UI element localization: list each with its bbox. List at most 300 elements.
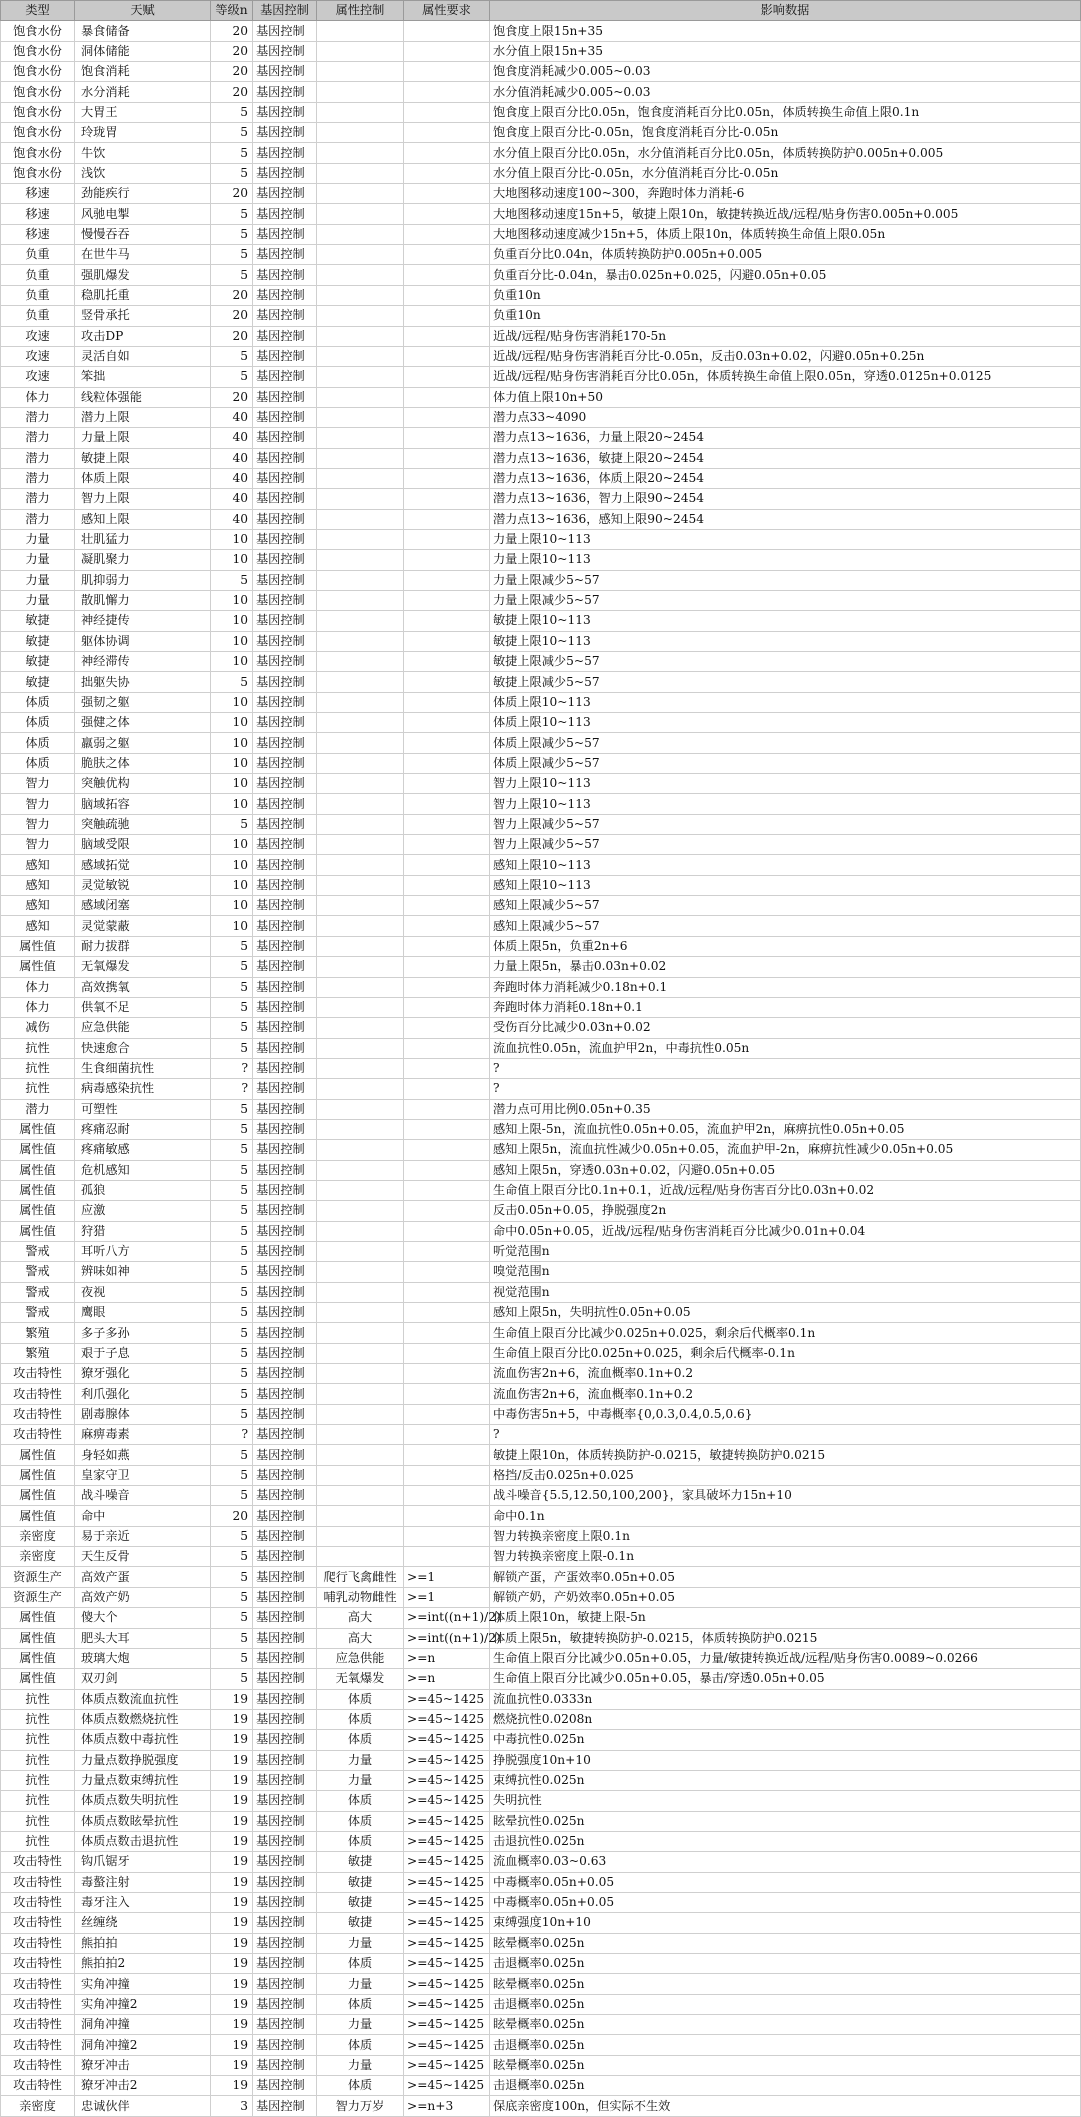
cell-attr-control (317, 204, 404, 224)
cell-gene-control: 基因控制 (253, 163, 317, 183)
cell-gene-control: 基因控制 (253, 1058, 317, 1078)
cell-attr-control (317, 997, 404, 1017)
cell-talent: 多子多孙 (75, 1323, 211, 1343)
cell-attr-control (317, 1323, 404, 1343)
cell-type: 属性值 (1, 936, 75, 956)
cell-effect-data: 眩晕抗性0.025n (490, 1811, 1081, 1831)
cell-type: 力量 (1, 550, 75, 570)
cell-gene-control: 基因控制 (253, 1018, 317, 1038)
cell-talent: 潜力上限 (75, 407, 211, 427)
cell-effect-data: 流血概率0.03~0.63 (490, 1852, 1081, 1872)
cell-effect-data: 格挡/反击0.025n+0.025 (490, 1465, 1081, 1485)
cell-gene-control: 基因控制 (253, 1160, 317, 1180)
cell-level: 19 (211, 1994, 253, 2014)
cell-level: 5 (211, 1364, 253, 1384)
cell-gene-control: 基因控制 (253, 1425, 317, 1445)
table-row (1, 1974, 1081, 1994)
cell-attr-control (317, 224, 404, 244)
cell-attr-requirement: >=45~1425 (404, 2055, 490, 2075)
cell-attr-control (317, 285, 404, 305)
cell-level: 5 (211, 143, 253, 163)
cell-attr-control (317, 509, 404, 529)
table-row (1, 1303, 1081, 1323)
cell-effect-data: 敏捷上限10n，体质转换防护-0.0215，敏捷转换防护0.0215 (490, 1445, 1081, 1465)
cell-talent: 高效携氧 (75, 977, 211, 997)
cell-type: 抗性 (1, 1079, 75, 1099)
cell-type: 敏捷 (1, 611, 75, 631)
table-row (1, 184, 1081, 204)
cell-effect-data: 体质上限5n，敏捷转换防护-0.0215，体质转换防护0.0215 (490, 1628, 1081, 1648)
cell-level: 19 (211, 1791, 253, 1811)
table-row (1, 855, 1081, 875)
cell-gene-control: 基因控制 (253, 1791, 317, 1811)
table-row (1, 306, 1081, 326)
cell-attr-requirement: >=45~1425 (404, 1811, 490, 1831)
cell-attr-control (317, 1282, 404, 1302)
cell-talent: 肥头大耳 (75, 1628, 211, 1648)
cell-attr-control (317, 163, 404, 183)
cell-level: 20 (211, 82, 253, 102)
cell-type: 减伤 (1, 1018, 75, 1038)
cell-level: 5 (211, 957, 253, 977)
table-row (1, 692, 1081, 712)
cell-level: 19 (211, 1811, 253, 1831)
cell-talent: 体质点数中毒抗性 (75, 1730, 211, 1750)
cell-type: 繁殖 (1, 1323, 75, 1343)
cell-attr-control (317, 835, 404, 855)
cell-attr-control (317, 916, 404, 936)
cell-type: 资源生产 (1, 1567, 75, 1587)
table-row (1, 977, 1081, 997)
table-row (1, 713, 1081, 733)
table-row (1, 1608, 1081, 1628)
cell-effect-data: ? (490, 1058, 1081, 1078)
cell-type: 力量 (1, 590, 75, 610)
cell-effect-data: 饱食度消耗减少0.005~0.03 (490, 62, 1081, 82)
cell-talent: 力量上限 (75, 428, 211, 448)
cell-level: 10 (211, 611, 253, 631)
cell-attr-control (317, 102, 404, 122)
cell-gene-control: 基因控制 (253, 1180, 317, 1200)
cell-effect-data: 眩晕概率0.025n (490, 2015, 1081, 2035)
cell-talent: 体质点数流血抗性 (75, 1689, 211, 1709)
cell-level: 20 (211, 41, 253, 61)
cell-effect-data: 潜力点13~1636，智力上限90~2454 (490, 489, 1081, 509)
cell-level: 5 (211, 1567, 253, 1587)
cell-attr-control (317, 367, 404, 387)
cell-gene-control: 基因控制 (253, 1323, 317, 1343)
cell-gene-control: 基因控制 (253, 1770, 317, 1790)
cell-attr-control (317, 245, 404, 265)
cell-attr-requirement: >=45~1425 (404, 1872, 490, 1892)
cell-attr-control (317, 1180, 404, 1200)
cell-attr-control (317, 1221, 404, 1241)
table-row (1, 1831, 1081, 1851)
cell-gene-control: 基因控制 (253, 468, 317, 488)
table-row (1, 1709, 1081, 1729)
cell-type: 潜力 (1, 448, 75, 468)
header-attr-control: 属性控制 (317, 1, 404, 21)
cell-gene-control: 基因控制 (253, 1303, 317, 1323)
cell-level: 5 (211, 1648, 253, 1668)
table-row (1, 1750, 1081, 1770)
cell-effect-data: 力量上限5n，暴击0.03n+0.02 (490, 957, 1081, 977)
cell-attr-requirement (404, 1343, 490, 1363)
cell-talent: 洞角冲撞 (75, 2015, 211, 2035)
cell-effect-data: 近战/远程/贴身伤害消耗170-5n (490, 326, 1081, 346)
cell-type: 体质 (1, 692, 75, 712)
cell-effect-data: 力量上限10~113 (490, 529, 1081, 549)
cell-effect-data: 饱食度上限百分比-0.05n，饱食度消耗百分比-0.05n (490, 123, 1081, 143)
cell-attr-requirement (404, 346, 490, 366)
cell-attr-requirement (404, 468, 490, 488)
cell-effect-data: 负重百分比0.04n，体质转换防护0.005n+0.005 (490, 245, 1081, 265)
table-row (1, 1119, 1081, 1139)
cell-level: 5 (211, 1282, 253, 1302)
cell-talent: 脑域拓容 (75, 794, 211, 814)
cell-gene-control: 基因控制 (253, 224, 317, 244)
cell-type: 攻击特性 (1, 1892, 75, 1912)
table-row (1, 916, 1081, 936)
cell-attr-control (317, 652, 404, 672)
cell-type: 抗性 (1, 1770, 75, 1790)
cell-attr-control (317, 346, 404, 366)
header-attr-requirement: 属性要求 (404, 1, 490, 21)
cell-attr-requirement: >=45~1425 (404, 2076, 490, 2096)
cell-gene-control: 基因控制 (253, 936, 317, 956)
cell-attr-requirement (404, 753, 490, 773)
cell-attr-control (317, 387, 404, 407)
cell-attr-control: 爬行飞禽雌性 (317, 1567, 404, 1587)
cell-attr-control: 敏捷 (317, 1872, 404, 1892)
cell-attr-requirement (404, 1425, 490, 1445)
cell-gene-control: 基因控制 (253, 41, 317, 61)
cell-type: 饱食水份 (1, 21, 75, 41)
cell-talent: 辨味如神 (75, 1262, 211, 1282)
cell-type: 负重 (1, 306, 75, 326)
cell-gene-control: 基因控制 (253, 1974, 317, 1994)
cell-effect-data: 燃烧抗性0.0208n (490, 1709, 1081, 1729)
cell-type: 亲密度 (1, 1526, 75, 1546)
cell-effect-data: 感知上限10~113 (490, 875, 1081, 895)
cell-gene-control: 基因控制 (253, 1282, 317, 1302)
cell-gene-control: 基因控制 (253, 428, 317, 448)
cell-attr-control (317, 1079, 404, 1099)
cell-attr-requirement (404, 672, 490, 692)
cell-type: 亲密度 (1, 2096, 75, 2116)
cell-effect-data: 反击0.05n+0.05，挣脱强度2n (490, 1201, 1081, 1221)
table-row (1, 428, 1081, 448)
cell-level: 3 (211, 2096, 253, 2116)
table-row (1, 62, 1081, 82)
cell-gene-control: 基因控制 (253, 1954, 317, 1974)
cell-level: 5 (211, 1180, 253, 1200)
cell-talent: 危机感知 (75, 1160, 211, 1180)
cell-talent: 獠牙冲击 (75, 2055, 211, 2075)
cell-talent: 高效产奶 (75, 1587, 211, 1607)
cell-level: 10 (211, 631, 253, 651)
cell-level: 5 (211, 1038, 253, 1058)
cell-gene-control: 基因控制 (253, 184, 317, 204)
cell-effect-data: 奔跑时体力消耗减少0.18n+0.1 (490, 977, 1081, 997)
cell-type: 移速 (1, 204, 75, 224)
table-row (1, 123, 1081, 143)
cell-attr-requirement (404, 306, 490, 326)
cell-effect-data: 近战/远程/贴身伤害消耗百分比-0.05n，反击0.03n+0.02，闪避0.05n+0.25n (490, 346, 1081, 366)
cell-talent: 在世牛马 (75, 245, 211, 265)
header-row (1, 1, 1081, 21)
cell-talent: 丝缠绕 (75, 1913, 211, 1933)
cell-attr-control (317, 1465, 404, 1485)
cell-talent: 突触疏驰 (75, 814, 211, 834)
cell-gene-control: 基因控制 (253, 1404, 317, 1424)
cell-type: 潜力 (1, 407, 75, 427)
cell-effect-data: 近战/远程/贴身伤害消耗百分比0.05n，体质转换生命值上限0.05n，穿透0.0125n+0.0125 (490, 367, 1081, 387)
cell-attr-control (317, 41, 404, 61)
cell-level: 40 (211, 428, 253, 448)
cell-attr-control (317, 570, 404, 590)
cell-attr-requirement: >=n (404, 1669, 490, 1689)
cell-effect-data: 解锁产奶，产奶效率0.05n+0.05 (490, 1587, 1081, 1607)
cell-level: 5 (211, 977, 253, 997)
cell-gene-control: 基因控制 (253, 692, 317, 712)
table-row (1, 224, 1081, 244)
cell-effect-data: 水分值上限百分比-0.05n，水分值消耗百分比-0.05n (490, 163, 1081, 183)
cell-attr-control (317, 1404, 404, 1424)
cell-gene-control: 基因控制 (253, 407, 317, 427)
cell-effect-data: 潜力点13~1636，感知上限90~2454 (490, 509, 1081, 529)
cell-gene-control: 基因控制 (253, 448, 317, 468)
cell-type: 资源生产 (1, 1587, 75, 1607)
cell-gene-control: 基因控制 (253, 1933, 317, 1953)
cell-level: 5 (211, 1628, 253, 1648)
cell-effect-data: 水分值消耗减少0.005~0.03 (490, 82, 1081, 102)
cell-level: 19 (211, 1852, 253, 1872)
cell-level: 5 (211, 1669, 253, 1689)
cell-effect-data: 流血抗性0.05n，流血护甲2n，中毒抗性0.05n (490, 1038, 1081, 1058)
cell-type: 体力 (1, 997, 75, 1017)
cell-level: 40 (211, 468, 253, 488)
cell-level: 5 (211, 570, 253, 590)
cell-talent: 躯体协调 (75, 631, 211, 651)
cell-type: 攻击特性 (1, 1974, 75, 1994)
cell-effect-data: 生命值上限百分比0.025n+0.025，剩余后代概率-0.1n (490, 1343, 1081, 1363)
cell-effect-data: 生命值上限百分比减少0.05n+0.05，力量/敏捷转换近战/远程/贴身伤害0.0089~0.0266 (490, 1648, 1081, 1668)
cell-gene-control: 基因控制 (253, 1689, 317, 1709)
cell-attr-control (317, 977, 404, 997)
cell-type: 属性值 (1, 1465, 75, 1485)
cell-effect-data: 智力上限减少5~57 (490, 835, 1081, 855)
cell-level: 5 (211, 936, 253, 956)
cell-type: 抗性 (1, 1709, 75, 1729)
cell-attr-requirement (404, 143, 490, 163)
cell-attr-requirement (404, 794, 490, 814)
cell-talent: 洞体储能 (75, 41, 211, 61)
cell-effect-data: 水分值上限百分比0.05n，水分值消耗百分比0.05n，体质转换防护0.005n+0.005 (490, 143, 1081, 163)
cell-attr-requirement (404, 1323, 490, 1343)
cell-type: 攻击特性 (1, 1954, 75, 1974)
cell-type: 潜力 (1, 1099, 75, 1119)
cell-level: 5 (211, 245, 253, 265)
cell-effect-data: 饱食度上限15n+35 (490, 21, 1081, 41)
cell-level: 10 (211, 733, 253, 753)
cell-attr-requirement (404, 1445, 490, 1465)
cell-talent: 疼痛忍耐 (75, 1119, 211, 1139)
cell-effect-data: 感知上限10~113 (490, 855, 1081, 875)
cell-attr-control (317, 1058, 404, 1078)
cell-effect-data: 水分值上限15n+35 (490, 41, 1081, 61)
cell-talent: 劲能疾行 (75, 184, 211, 204)
cell-attr-control: 敏捷 (317, 1852, 404, 1872)
cell-attr-requirement (404, 652, 490, 672)
cell-type: 属性值 (1, 1201, 75, 1221)
cell-attr-requirement (404, 387, 490, 407)
cell-gene-control: 基因控制 (253, 835, 317, 855)
table-row (1, 835, 1081, 855)
cell-type: 属性值 (1, 1628, 75, 1648)
cell-level: 40 (211, 448, 253, 468)
cell-effect-data: 中毒概率0.05n+0.05 (490, 1892, 1081, 1912)
table-row (1, 1669, 1081, 1689)
cell-gene-control: 基因控制 (253, 1567, 317, 1587)
table-row (1, 1445, 1081, 1465)
cell-gene-control: 基因控制 (253, 1913, 317, 1933)
cell-attr-requirement (404, 123, 490, 143)
table-row (1, 611, 1081, 631)
cell-level: 19 (211, 1709, 253, 1729)
cell-effect-data: 敏捷上限减少5~57 (490, 672, 1081, 692)
cell-talent: 高效产蛋 (75, 1567, 211, 1587)
cell-attr-control (317, 855, 404, 875)
cell-talent: 散肌懈力 (75, 590, 211, 610)
cell-attr-control (317, 468, 404, 488)
cell-type: 攻击特性 (1, 1994, 75, 2014)
cell-attr-control (317, 713, 404, 733)
cell-attr-requirement (404, 407, 490, 427)
cell-gene-control: 基因控制 (253, 1730, 317, 1750)
cell-attr-requirement: >=n (404, 1648, 490, 1668)
cell-gene-control: 基因控制 (253, 529, 317, 549)
cell-type: 抗性 (1, 1791, 75, 1811)
cell-effect-data: 击退概率0.025n (490, 2076, 1081, 2096)
cell-effect-data: 束缚强度10n+10 (490, 1913, 1081, 1933)
cell-level: 40 (211, 489, 253, 509)
cell-gene-control: 基因控制 (253, 774, 317, 794)
cell-talent: 玻璃大炮 (75, 1648, 211, 1668)
cell-attr-control: 智力万岁 (317, 2096, 404, 2116)
cell-talent: 慢慢吞吞 (75, 224, 211, 244)
cell-attr-requirement (404, 590, 490, 610)
cell-attr-requirement (404, 245, 490, 265)
cell-attr-requirement (404, 184, 490, 204)
table-row (1, 1526, 1081, 1546)
cell-effect-data: 体力值上限10n+50 (490, 387, 1081, 407)
table-row (1, 1058, 1081, 1078)
cell-attr-control: 高大 (317, 1628, 404, 1648)
cell-talent: 饱食消耗 (75, 62, 211, 82)
cell-effect-data: 体质上限10~113 (490, 692, 1081, 712)
table-row (1, 1323, 1081, 1343)
cell-attr-control (317, 1384, 404, 1404)
cell-effect-data: 受伤百分比减少0.03n+0.02 (490, 1018, 1081, 1038)
cell-type: 属性值 (1, 1506, 75, 1526)
cell-attr-requirement: >=1 (404, 1587, 490, 1607)
cell-attr-requirement (404, 1282, 490, 1302)
cell-gene-control: 基因控制 (253, 1994, 317, 2014)
cell-attr-requirement (404, 957, 490, 977)
cell-attr-control (317, 1547, 404, 1567)
cell-level: 5 (211, 1018, 253, 1038)
cell-type: 感知 (1, 896, 75, 916)
cell-effect-data: 中毒抗性0.025n (490, 1730, 1081, 1750)
cell-talent: 强健之体 (75, 713, 211, 733)
cell-talent: 病毒感染抗性 (75, 1079, 211, 1099)
cell-talent: 敏捷上限 (75, 448, 211, 468)
table-row (1, 204, 1081, 224)
cell-effect-data: 体质上限减少5~57 (490, 753, 1081, 773)
cell-talent: 暴食储备 (75, 21, 211, 41)
cell-attr-control: 敏捷 (317, 1913, 404, 1933)
cell-effect-data: 力量上限减少5~57 (490, 590, 1081, 610)
cell-gene-control: 基因控制 (253, 143, 317, 163)
cell-attr-requirement: >=45~1425 (404, 1689, 490, 1709)
cell-attr-control (317, 1241, 404, 1261)
cell-talent: 无氧爆发 (75, 957, 211, 977)
cell-attr-requirement (404, 713, 490, 733)
cell-gene-control: 基因控制 (253, 102, 317, 122)
cell-gene-control: 基因控制 (253, 916, 317, 936)
cell-talent: 感域闭塞 (75, 896, 211, 916)
cell-talent: 脆肤之体 (75, 753, 211, 773)
table-row (1, 163, 1081, 183)
cell-effect-data: 负重10n (490, 306, 1081, 326)
cell-effect-data: 体质上限10~113 (490, 713, 1081, 733)
cell-talent: 傻大个 (75, 1608, 211, 1628)
cell-attr-requirement (404, 1241, 490, 1261)
cell-gene-control: 基因控制 (253, 1241, 317, 1261)
cell-type: 亲密度 (1, 1547, 75, 1567)
table-row (1, 1587, 1081, 1607)
cell-talent: 神经滞传 (75, 652, 211, 672)
cell-talent: 灵觉蒙蔽 (75, 916, 211, 936)
cell-attr-requirement (404, 997, 490, 1017)
cell-attr-control: 敏捷 (317, 1892, 404, 1912)
cell-talent: 利爪强化 (75, 1384, 211, 1404)
cell-attr-control: 体质 (317, 1994, 404, 2014)
cell-gene-control: 基因控制 (253, 855, 317, 875)
cell-gene-control: 基因控制 (253, 997, 317, 1017)
cell-gene-control: 基因控制 (253, 1506, 317, 1526)
cell-attr-requirement (404, 1303, 490, 1323)
cell-level: 5 (211, 1323, 253, 1343)
cell-gene-control: 基因控制 (253, 672, 317, 692)
cell-attr-control (317, 896, 404, 916)
cell-level: 10 (211, 896, 253, 916)
table-row (1, 672, 1081, 692)
cell-gene-control: 基因控制 (253, 21, 317, 41)
cell-attr-control (317, 21, 404, 41)
cell-attr-requirement (404, 977, 490, 997)
cell-gene-control: 基因控制 (253, 794, 317, 814)
cell-talent: 壮肌猛力 (75, 529, 211, 549)
cell-effect-data: 感知上限5n，流血抗性减少0.05n+0.05，流血护甲-2n，麻痹抗性减少0.05n+0.05 (490, 1140, 1081, 1160)
cell-talent: 耐力拔群 (75, 936, 211, 956)
cell-type: 感知 (1, 875, 75, 895)
cell-attr-requirement (404, 855, 490, 875)
cell-gene-control: 基因控制 (253, 957, 317, 977)
cell-type: 属性值 (1, 1608, 75, 1628)
cell-talent: 体质点数失明抗性 (75, 1791, 211, 1811)
